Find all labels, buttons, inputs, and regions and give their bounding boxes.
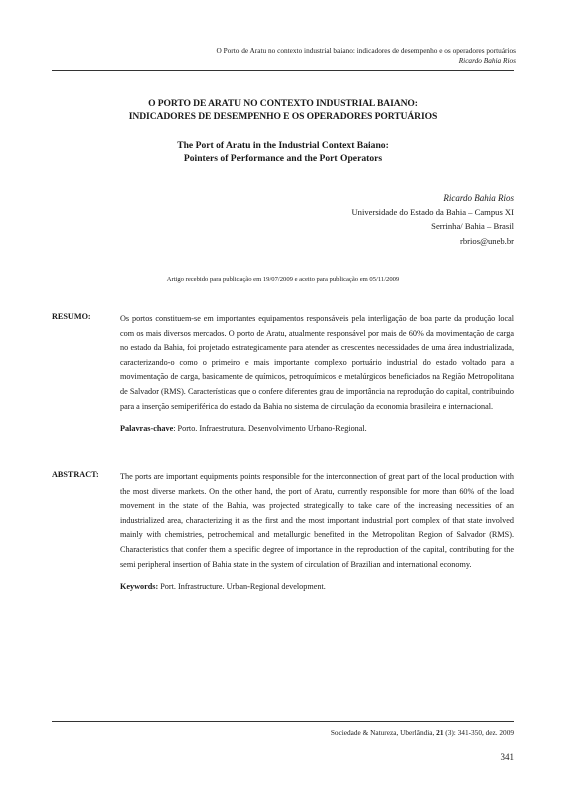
journal-citation bbox=[331, 728, 514, 737]
abstract-keywords-label: Keywords: bbox=[120, 582, 159, 592]
abstract-label: ABSTRACT: bbox=[52, 470, 99, 479]
journal-issue-pages: (3): 341-350, dez. 2009 bbox=[443, 728, 514, 737]
author-name: Ricardo Bahia Rios bbox=[443, 193, 514, 203]
journal-name: Sociedade & Natureza, Uberlândia, bbox=[330, 728, 437, 737]
running-head-author: Ricardo Bahia Rios bbox=[458, 56, 516, 65]
resumo-label: RESUMO: bbox=[52, 312, 91, 321]
resumo-text: Os portos constituem-se em importantes equipamentos responsáveis pela interligação de boa parte da produção local com os mais diversos mercados. O porto de Aratu, atualmente responsável por mais de 60% da movimentação de carga no estado da Bahia, foi projetado estrategicamente para atender as crescentes necessidades de uma área industrializada, caracterizando-o como o primeiro e mais importante complexo portuário industrial do estado voltado para a movimentação de carga, basicamente de químicos, petroquímicos e metalúrgicos beneficiados na Região Metropolitana de Salvador (RMS). Características que o confere diferentes grau de importância na reprodução do capital, contribuindo para a inserção semiperiférica do estado da Bahia no sistema de circulação da economia brasileira e internacional. bbox=[120, 314, 514, 411]
article-title-english bbox=[52, 140, 514, 165]
resumo-keywords-text: : Porto. Infraestrutura. Desenvolvimento Urbano-Regional. bbox=[173, 424, 367, 434]
abstract-keywords bbox=[120, 580, 514, 595]
journal-volume: 21 bbox=[436, 728, 444, 737]
author-affiliation: Universidade do Estado da Bahia – Campus XI bbox=[351, 207, 514, 218]
abstract-keywords-text: Port. Infrastructure. Urban-Regional development. bbox=[158, 582, 326, 592]
received-note: Artigo recebido para publicação em 19/07/2009 e aceito para publicação em 05/11/2009 bbox=[166, 276, 400, 283]
article-title-portuguese bbox=[52, 98, 514, 123]
author-block bbox=[351, 191, 514, 248]
resumo-section bbox=[52, 312, 514, 437]
footer-rule bbox=[52, 721, 514, 722]
abstract-section bbox=[52, 470, 514, 595]
running-head bbox=[217, 46, 517, 66]
title-pt-line-1: O PORTO DE ARATU NO CONTEXTO INDUSTRIAL BAIANO: bbox=[148, 98, 418, 109]
author-location: Serrinha/ Bahia – Brasil bbox=[431, 221, 514, 232]
author-email: rbrios@uneb.br bbox=[460, 235, 514, 246]
title-pt-line-2: INDICADORES DE DESEMPENHO E OS OPERADORES PORTUÁRIOS bbox=[128, 110, 438, 122]
page-number: 341 bbox=[500, 752, 514, 762]
title-en-line-2: Pointers of Performance and the Port Operators bbox=[183, 152, 383, 164]
abstract-text: The ports are important equipments points responsible for the interconnection of great part of the local production with the most diverse markets. On the other hand, the port of Aratu, currently responsible for more than 60% of the load movement in the state of the Bahia, was projected strategically to take care of the increasing necessities of an industrialized area, characterizing it as the first and the most important industrial port complex of that state involved mainly with chemistries, petrochemical and metallurgic benefited in the Metropolitan Region of Salvador (RMS). Characteristics that confer them a specific degree of importance in the reproduction of the capital, contributing for the semi peripheral insertion of Bahia state in the system of circulation of Brazilian and international economy. bbox=[120, 472, 514, 569]
resumo-keywords-label: Palavras-chave bbox=[120, 424, 174, 434]
running-head-title: O Porto de Aratu no contexto industrial baiano: indicadores de desempenho e os operadores portuários bbox=[216, 46, 516, 55]
resumo-keywords bbox=[120, 422, 514, 437]
title-en-line-1: The Port of Aratu in the Industrial Context Baiano: bbox=[177, 140, 389, 151]
header-rule bbox=[52, 70, 514, 71]
